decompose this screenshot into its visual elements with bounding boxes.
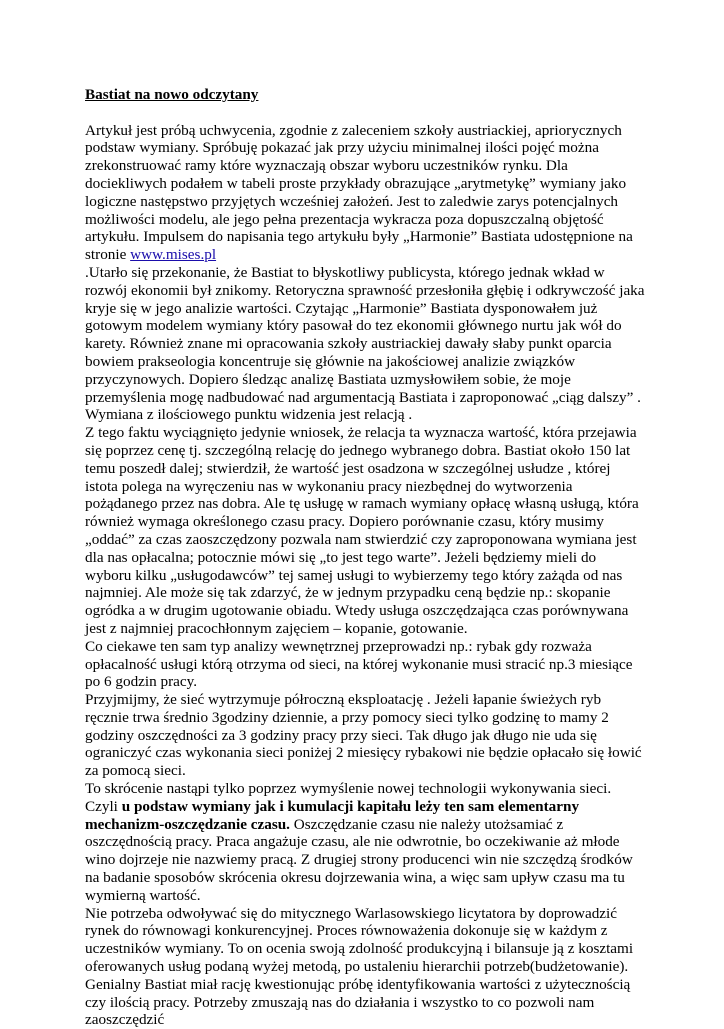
paragraph-equilibrium: Nie potrzeba odwoływać się do mitycznego Warlasowskiego licytatora by doprowadzić rynek do równowagi konkurencyjnej. Proces równoważenia dokonuje się w każdym z uczestników wymiany. To on ocenia swoją zdolność produkcyjną i bilansuje ją z kosztami oferowanych usług podaną wyżej metodą, po ustaleniu hierarchii potrzeb(budżetowanie). (85, 904, 634, 976)
document-title: Bastiat na nowo odczytany (85, 86, 259, 103)
paragraph-net-example: Przyjmijmy, że sieć wytrzymuje półroczną eksploatację . Jeżeli łapanie świeżych ryb ręcznie trwa średnio 3godziny dziennie, a przy pomocy sieci tylko godzinę to mamy 2 godziny oszczędności za 3 godziny pracy przy sieci. Tak długo jak długo nie uda się ograniczyć czas wykonania sieci poniżej 2 miesięcy rybakowi nie będzie opłacało się łowić za pomocą sieci. (85, 691, 642, 780)
paragraph-time-saving (85, 798, 645, 905)
paragraph-intro (85, 122, 645, 407)
document-page (85, 86, 645, 1029)
paragraph-fisherman: Co ciekawe ten sam typ analizy wewnętrznej przeprowadzi np.: rybak gdy rozważa opłacalność usługi którą otrzyma od sieci, na której wykonanie musi stracić np.3 miesiące po 6 godzin pracy. (85, 637, 633, 691)
intro-continuation: .Utarło się przekonanie, że Bastiat to błyskotliwy publicysta, którego jednak wkład w rozwój ekonomii był znikomy. Retoryczna sprawność przesłoniła głębię i odkrywczość jaka kryje się w jego analizie wartości. Czytając „Harmonie” Bastiata dysponowałem już gotowym modelem wymiany który pasował do tez ekonomii głównego nurtu jak wół do karety. Również znane mi opracowania szkoły austriackiej dawały słaby punkt oparcia bowiem prakseologia koncentruje się głównie na jakościowej analizie związków przyczynowych. Dopiero śledząc analizę Bastiata uzmysłowiłem sobie, że moje przemyślenia mogę nadbudować nad argumentacją Bastiata i zaproponować „ciąg dalszy” . (85, 263, 645, 406)
paragraph-exchange-relation: Wymiana z ilościowego punktu widzenia jest relacją . (85, 406, 413, 424)
paragraph-technology: To skrócenie nastąpi tylko poprzez wymyślenie nowej technologii wykonywania sieci. (85, 780, 612, 798)
time-saving-rest: Oszczędzanie czasu nie należy utożsamiać z oszczędnością pracy. Praca angażuje czasu, ale nie odwrotnie, bo oczekiwanie aż młode wino dojrzeje nie nazwiemy pracą. Z drugiej strony producenci win nie szczędzą środków na badanie sposobów skrócenia okresu dojrzewania wina, a więc sam upływ czasu ma tu wymierną wartość. (85, 815, 633, 904)
paragraph-value-service: Z tego faktu wyciągnięto jedynie wniosek, że relacja ta wyznacza wartość, która przejawia się poprzez cenę tj. szczególną relację do jednego wybranego dobra. Bastiat około 150 lat temu poszedł dalej; stwierdził, że wartość jest osadzona w szczególnej usłudze , której istota polega na wyręczeniu nas w wykonaniu pracy niezbędnej do wytworzenia pożądanego przez nas dobra. Ale tę usługę w ramach wymiany opłacę własną usługą, która również wymaga określonego czasu pracy. Dopiero porównanie czasu, który musimy „oddać” za czas zaoszczędzony pozwala nam stwierdzić czy zaproponowana wymiana jest dla nas opłacalna; potocznie mówi się „to jest tego warte”. Jeżeli będziemy mieli do wyboru kilku „usługodawców” tej samej usługi to wybierzemy tego który zażąda od nas najmniej. Ale może się tak zdarzyć, że w jednym przypadku ceną będzie np.: skopanie ogródka a w drugim ugotowanie obiadu. Wtedy usługa oszczędzająca czas porównywana jest z najmniej pracochłonnym zajęciem – kopanie, gotowanie. (85, 424, 639, 637)
time-saving-prefix: Czyli (85, 797, 122, 815)
time-saving-emphasis: u podstaw wymiany jak i kumulacji kapitału leży ten sam elementarny mechanizm-oszczędzanie czasu. (85, 797, 580, 833)
intro-text: Artykuł jest próbą uchwycenia, zgodnie z zaleceniem szkoły austriackiej, apriorycznych podstaw wymiany. Spróbuję pokazać jak przy użyciu minimalnej ilości pojęć można zrekonstruować ramy które wyznaczają obszar wyboru uczestników rynku. Dla dociekliwych podałem w tabeli proste przykłady obrazujące „arytmetykę” wymiany jako logiczne następstwo przyjętych wcześniej założeń. Jest to zaledwie zarys potencjalnych możliwości modelu, ale jego pełna prezentacja wykracza poza dopuszczalną objętość artykułu. Impulsem do napisania tego artykułu były „Harmonie” Bastiata udostępnione na stronie (85, 121, 633, 264)
mises-link[interactable]: www.mises.pl (130, 246, 217, 264)
paragraph-bastiat-genius: Genialny Bastiat miał rację kwestionując próbę identyfikowania wartości z użytecznością czy ilością pracy. Potrzeby zmuszają nas do działania i wszystko to co pozwoli nam zaoszczędzić (85, 975, 631, 1029)
